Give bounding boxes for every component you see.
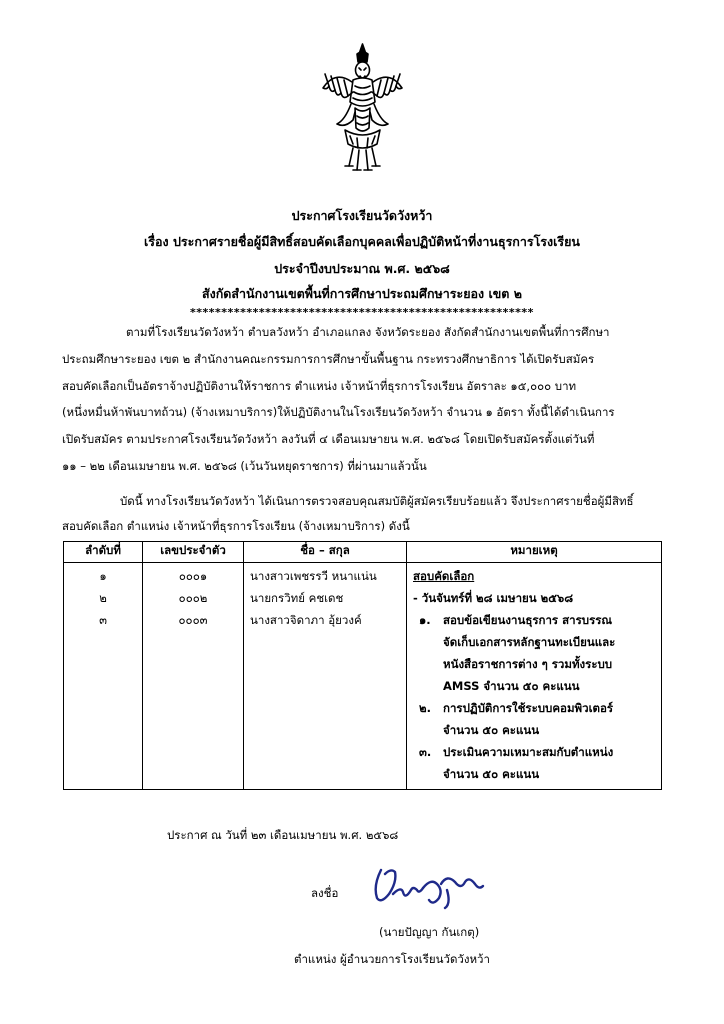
body-line: ประถมศึกษาระยอง เขต ๒ สำนักงานคณะกรรมการการศึกษาขั้นพื้นฐาน กระทรวงศึกษาธิการ ได้เปิดรับสมัคร [62,352,595,366]
order-cell: ๓ [99,613,107,627]
id-cell: ๐๐๐๓ [178,613,208,627]
announcement-title: ประกาศโรงเรียนวัดวังหว้า [291,208,433,223]
header-remark: หมายเหตุ [407,542,662,563]
remark-column [407,563,662,790]
table-row [64,563,662,790]
fiscal-year: ประจำปีงบประมาณ พ.ศ. ๒๕๖๘ [274,261,450,276]
remark-date: - วันจันทร์ที่ ๒๘ เมษายน ๒๕๖๘ [413,591,574,605]
id-cell: ๐๐๐๑ [178,569,208,583]
candidate-table [63,541,662,790]
remark-item-text: จำนวน ๕๐ คะแนน [443,767,540,781]
remark-item-text: หนังสือราชการต่าง ๆ รวมทั้งระบบ [443,657,613,671]
name-cell: นายกรวิทย์ คชเดช [250,591,344,605]
id-cell: ๐๐๐๒ [178,591,208,605]
body-line: ตามที่โรงเรียนวัดวังหว้า ตำบลวังหว้า อำเภอแกลง จังหวัดระยอง สังกัดสำนักงานเขตพื้นที่การศึกษา [126,325,610,339]
body-line: (หนึ่งหมื่นห้าพันบาทถ้วน) (จ้างเหมาบริการ)ให้ปฏิบัติงานในโรงเรียนวัดวังหว้า จำนวน ๑ อัตรา ทั้งนี้ได้ดำเนินการ [62,405,615,419]
name-column [244,563,407,790]
body-line: สอบคัดเลือก ตำแหน่ง เจ้าหน้าที่ธุรการโรงเรียน (จ้างเหมาบริการ) ดังนี้ [62,519,410,533]
order-cell: ๒ [99,591,107,605]
body-line: บัดนี้ ทางโรงเรียนวัดวังหว้า ได้เนินการตรวจสอบคุณสมบัติผู้สมัครเรียบร้อยแล้ว จึงประกาศรายชื่อผู้มีสิทธิ์ [120,494,634,508]
signer-position: ตำแหน่ง ผู้อำนวยการโรงเรียนวัดวังหว้า [294,952,490,966]
table-header-row [64,542,662,563]
announce-date: ประกาศ ณ วันที่ ๒๓ เดือนเมษายน พ.ศ. ๒๕๖๘ [167,828,399,842]
id-column [143,563,244,790]
announcement-subject: เรื่อง ประกาศรายชื่อผู้มีสิทธิ์สอบคัดเลือกบุคคลเพื่อปฏิบัติหน้าที่งานธุรการโรงเรียน [144,234,580,249]
header-name: ชื่อ – สกุล [244,542,407,563]
sign-label: ลงชื่อ [311,886,339,900]
remark-heading: สอบคัดเลือก [413,569,475,583]
signer-name: (นายปัญญา กันเกตุ) [379,925,480,939]
order-column [64,563,143,790]
remark-item-number: ๓. [419,745,432,759]
header-order: ลำดับที่ [64,542,143,563]
name-cell: นางสาวเพชรรวี หนาแน่น [250,569,377,583]
remark-item-number: ๒. [419,701,431,715]
star-separator: ******************************************************* [190,306,534,319]
remark-item-text: การปฏิบัติการใช้ระบบคอมพิวเตอร์ [443,701,614,715]
handwritten-signature [367,860,487,912]
remark-item [413,697,655,719]
remark-item-text: จำนวน ๕๐ คะแนน [443,723,540,737]
body-line: ๑๑ – ๒๒ เดือนเมษายน พ.ศ. ๒๕๖๘ (เว้นวันหยุดราชการ) ที่ผ่านมาแล้วนั้น [62,459,427,473]
remark-item-text: ประเมินความเหมาะสมกับตำแหน่ง [443,745,614,759]
remark-item-text: จัดเก็บเอกสารหลักฐานทะเบียนและ [443,635,616,649]
body-line: สอบคัดเลือกเป็นอัตราจ้างปฏิบัติงานให้ราชการ ตำแหน่ง เจ้าหน้าที่ธุรการโรงเรียน อัตราละ ๑๕,๐๐๐ บาท [62,379,577,393]
remark-item-text: AMSS จำนวน ๕๐ คะแนน [443,679,580,693]
header-id: เลขประจำตัว [143,542,244,563]
remark-item [413,609,655,631]
body-line: เปิดรับสมัคร ตามประกาศโรงเรียนวัดวังหว้า ลงวันที่ ๔ เดือนเมษายน พ.ศ. ๒๕๖๘ โดยเปิดรับสมัครตั้งแต่วันที่ [62,432,595,446]
remark-item-number: ๑. [419,613,431,627]
remark-item-text: สอบข้อเขียนงานธุรการ สารบรรณ [443,613,613,627]
order-cell: ๑ [99,569,107,583]
remark-item [413,741,655,763]
garuda-emblem [315,40,410,180]
affiliation: สังกัดสำนักงานเขตพื้นที่การศึกษาประถมศึกษาระยอง เขต ๒ [201,286,523,301]
name-cell: นางสาวจิดาภา อุ้ยวงค์ [250,613,362,627]
